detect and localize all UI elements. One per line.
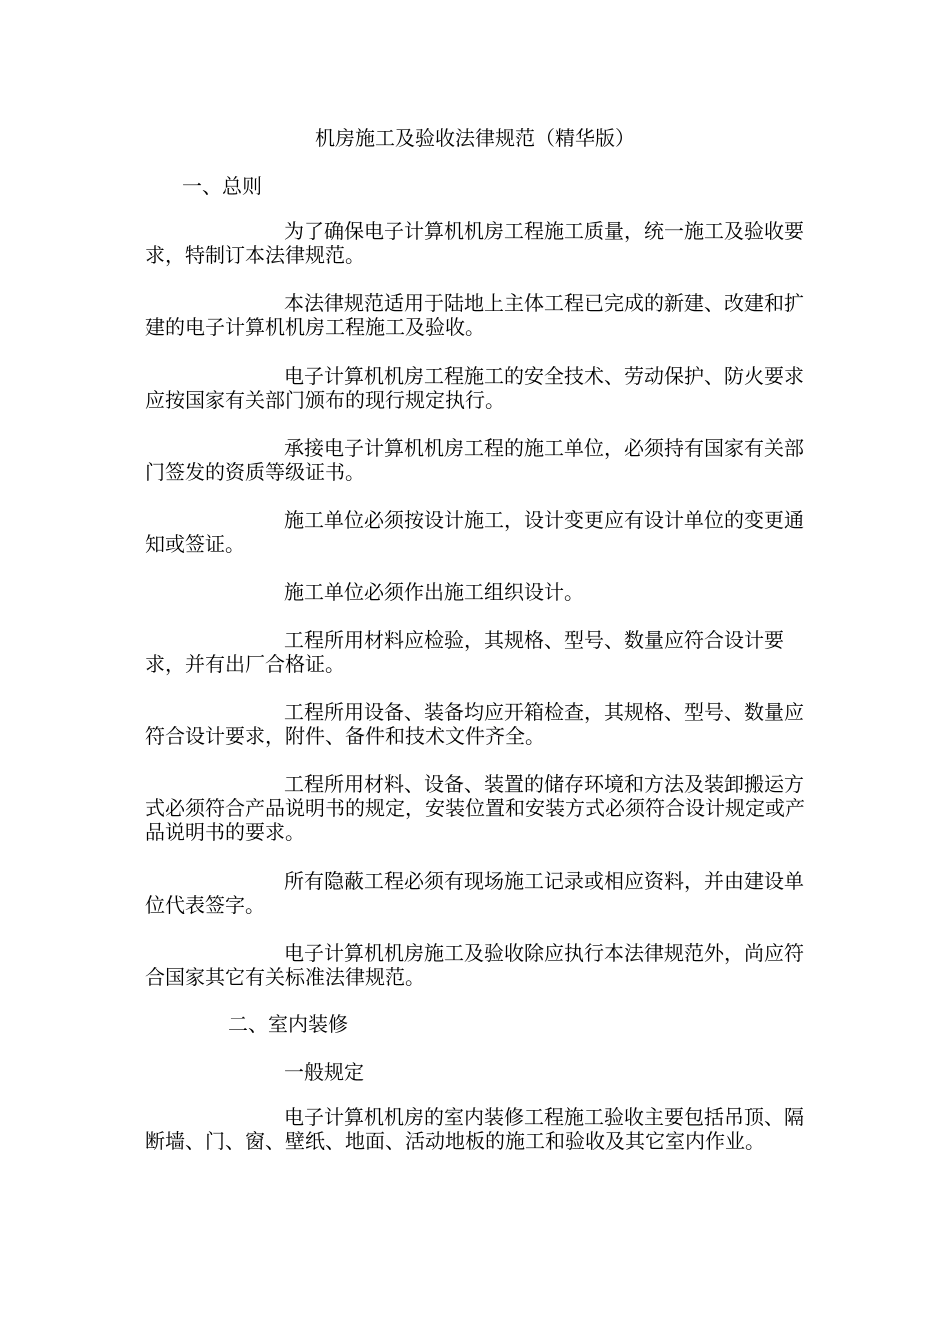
paragraph: 电子计算机机房施工及验收除应执行本法律规范外，尚应符合国家其它有关标准法律规范。: [145, 941, 804, 989]
document-title: 机房施工及验收法律规范（精华版）: [315, 126, 635, 150]
paragraph: 本法律规范适用于陆地上主体工程已完成的新建、改建和扩建的电子计算机机房工程施工及验收。: [145, 291, 804, 339]
paragraph: 工程所用材料、设备、装置的储存环境和方法及装卸搬运方式必须符合产品说明书的规定，安装位置和安装方式必须符合设计规定或产品说明书的要求。: [145, 772, 805, 844]
paragraph: 电子计算机机房工程施工的安全技术、劳动保护、防火要求应按国家有关部门颁布的现行规定执行。: [145, 364, 804, 412]
paragraph: 工程所用设备、装备均应开箱检查，其规格、型号、数量应符合设计要求，附件、备件和技术文件齐全。: [145, 700, 804, 748]
paragraph: 工程所用材料应检验，其规格、型号、数量应符合设计要求，并有出厂合格证。: [145, 628, 784, 676]
section-heading-interior: 二、室内装修: [228, 1012, 348, 1036]
section-heading-general: 一、总则: [182, 174, 262, 198]
paragraph: 电子计算机机房的室内装修工程施工验收主要包括吊顶、隔断墙、门、窗、壁纸、地面、活动地板的施工和验收及其它室内作业。: [145, 1105, 804, 1153]
subsection-heading: 一般规定: [284, 1060, 364, 1084]
paragraph: 为了确保电子计算机机房工程施工质量，统一施工及验收要求，特制订本法律规范。: [145, 219, 804, 267]
paragraph: 承接电子计算机机房工程的施工单位，必须持有国家有关部门签发的资质等级证书。: [145, 436, 804, 484]
paragraph: 所有隐蔽工程必须有现场施工记录或相应资料，并由建设单位代表签字。: [145, 869, 804, 917]
paragraph: 施工单位必须按设计施工，设计变更应有设计单位的变更通知或签证。: [145, 508, 804, 556]
paragraph: 施工单位必须作出施工组织设计。: [284, 580, 584, 604]
